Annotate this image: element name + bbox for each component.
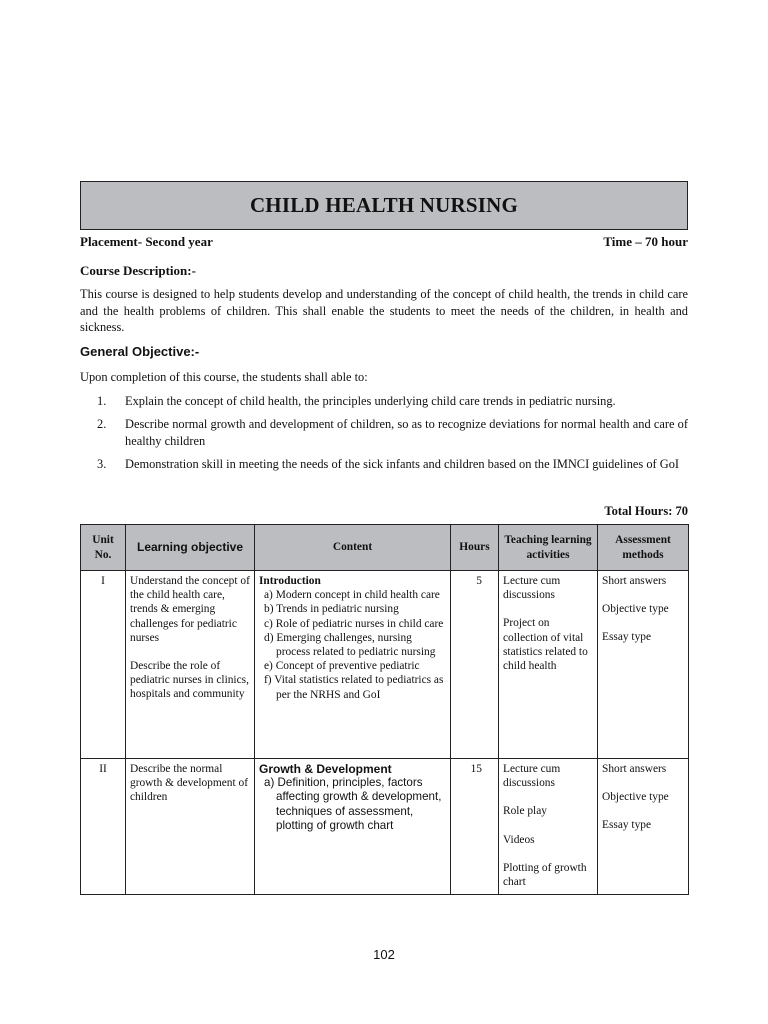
content-cell: [255, 759, 451, 895]
curriculum-table: [80, 524, 689, 895]
objective-text: Demonstration skill in meeting the needs of the sick infants and children based on the IMNCI guidelines of GoI: [125, 457, 680, 471]
title-banner: [80, 181, 688, 230]
hours-cell: 15: [451, 759, 499, 895]
teaching-line: Lecture cum discussions: [503, 763, 561, 790]
content-cell: [255, 571, 451, 759]
objective-number: 3.: [97, 457, 107, 471]
objective-cell: [126, 759, 255, 895]
objective-text: Explain the concept of child health, the principles underlying child care trends in pediatric nursing.: [125, 394, 616, 408]
assessment-line: Objective type: [602, 603, 669, 616]
header-content: Content: [255, 525, 451, 571]
assessment-line: Objective type: [602, 791, 669, 804]
teaching-line: Project on collection of vital statistics related to child health: [503, 617, 588, 673]
objective-number: 2.: [97, 417, 107, 431]
content-item: b) Trends in pediatric nursing: [264, 603, 399, 616]
unit-cell: I: [81, 571, 126, 759]
unit-cell: II: [81, 759, 126, 895]
objective-line: Describe the role of pediatric nurses in clinics, hospitals and community: [130, 660, 249, 701]
header-assessment: Assessment methods: [598, 525, 689, 571]
time-label: Time – 70 hour: [603, 234, 688, 249]
header-unit: Unit No.: [81, 525, 126, 571]
objective-item: [97, 416, 688, 450]
upon-completion-text: Upon completion of this course, the students shall able to:: [80, 370, 368, 384]
objective-item: [97, 393, 688, 410]
table-header-row: [81, 525, 689, 571]
teaching-cell: [499, 571, 598, 759]
teaching-line: Lecture cum discussions: [503, 575, 561, 602]
assessment-line: Essay type: [602, 819, 652, 832]
teaching-line: Videos: [503, 833, 535, 846]
page-title: CHILD HEALTH NURSING: [249, 193, 519, 217]
objectives-list: [97, 393, 688, 479]
total-hours: Total Hours: 70: [604, 504, 688, 518]
header-hours: Hours: [451, 525, 499, 571]
objective-number: 1.: [97, 394, 107, 408]
content-title: Introduction: [259, 575, 321, 587]
objective-text: Describe normal growth and development of children, so as to recognize deviations for normal health and care of healthy children: [125, 417, 688, 448]
content-item: c) Role of pediatric nurses in child care: [264, 617, 444, 630]
table-row: [81, 571, 689, 759]
objective-line: Understand the concept of the child health care, trends & emerging challenges for pediatric nurses: [130, 575, 250, 644]
header-learning-objective: Learning objective: [126, 525, 255, 571]
content-item: e) Concept of preventive pediatric: [264, 660, 420, 673]
teaching-line: Plotting of growth chart: [503, 861, 587, 889]
header-teaching: Teaching learning activities: [499, 525, 598, 571]
assessment-cell: [598, 759, 689, 895]
course-description-heading: Course Description:-: [80, 263, 196, 278]
assessment-line: Short answers: [602, 575, 667, 587]
objective-line: Describe the normal growth & development of children: [130, 763, 248, 804]
assessment-line: Essay type: [602, 631, 652, 644]
content-item: d) Emerging challenges, nursing process related to pediatric nursing: [264, 631, 436, 659]
page-number: 102: [373, 947, 395, 962]
teaching-cell: [499, 759, 598, 895]
placement-label: Placement- Second year: [80, 234, 213, 249]
content-item: f) Vital statistics related to pediatrics as per the NRHS and GoI: [264, 674, 444, 701]
table-row: [81, 759, 689, 895]
teaching-line: Role play: [503, 805, 547, 818]
objective-cell: [126, 571, 255, 759]
content-item: a) Definition, principles, factors affecting growth & development, techniques of assessment, plotting of growth chart: [264, 776, 442, 832]
general-objective-heading: General Objective:-: [80, 344, 200, 359]
content-title: Growth & Development: [259, 762, 392, 776]
course-description-text: This course is designed to help students develop and understanding of the concept of child health, the trends in child care and the health problems of children. This shall enable the students to meet the needs of the children, in health and sickness.: [80, 287, 688, 334]
hours-cell: 5: [451, 571, 499, 759]
assessment-line: Short answers: [602, 763, 667, 775]
objective-item: [97, 456, 688, 473]
assessment-cell: [598, 571, 689, 759]
content-item: a) Modern concept in child health care: [264, 589, 440, 602]
